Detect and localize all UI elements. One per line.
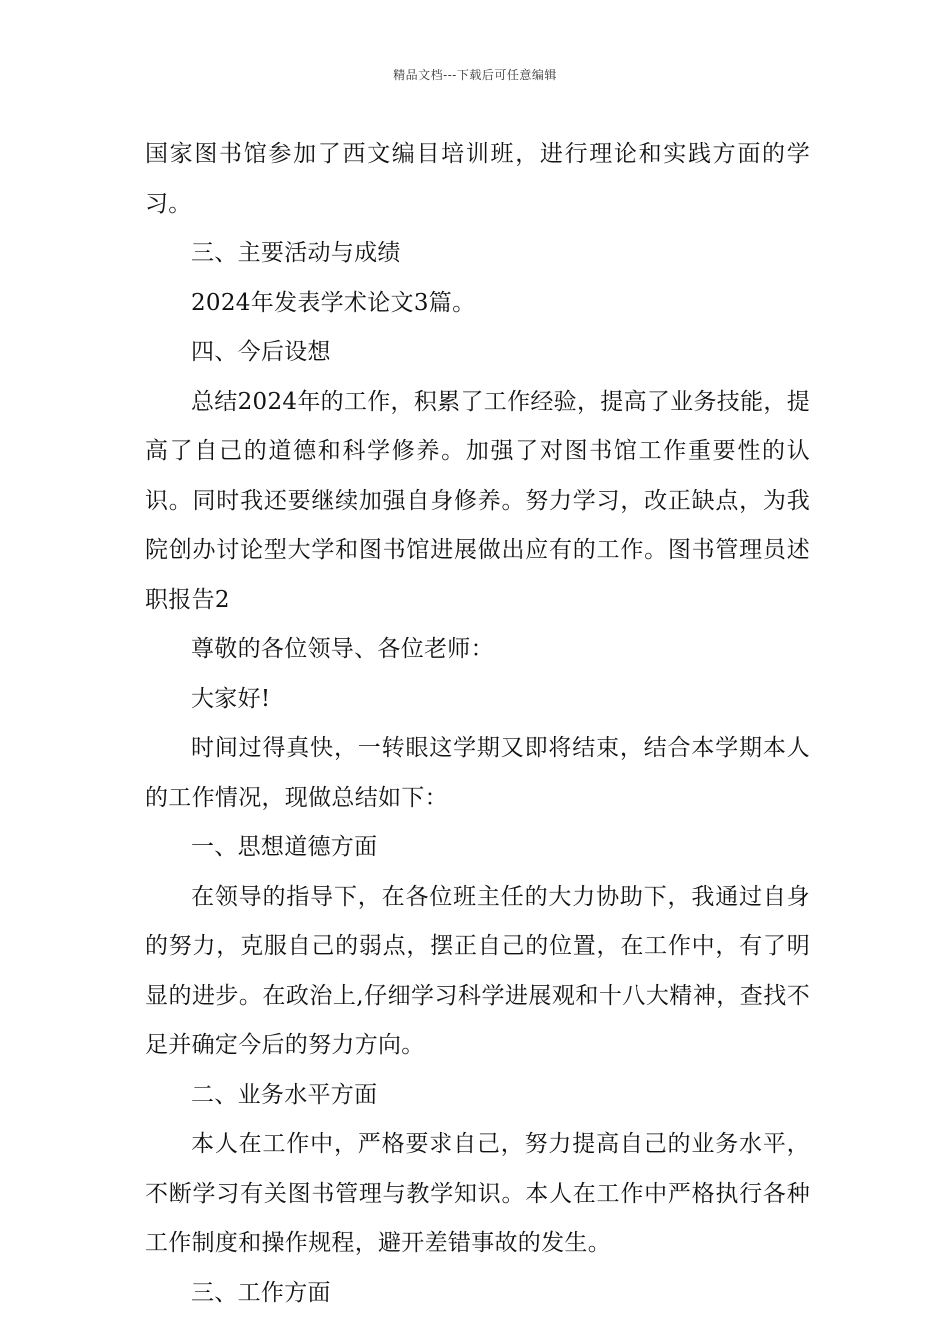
paragraph: 国家图书馆参加了西文编目培训班，进行理论和实践方面的学习。 (145, 141, 810, 217)
section-heading: 二、业务水平方面 (191, 1081, 378, 1108)
salutation: 尊敬的各位领导、各位老师： (191, 636, 494, 662)
section-heading: 一、思想道德方面 (191, 834, 378, 860)
paragraph: 本人在工作中，严格要求自己，努力提高自己的业务水平，不断学习有关图书管理与教学知识。本人在工作中严格执行各种工作制度和操作规程，避开差错事故的发生。 (145, 1131, 810, 1256)
paragraph: 总结2024年的工作，积累了工作经验，提高了业务技能，提高了自己的道德和科学修养。加强了对图书馆工作重要性的认识。同时我还要继续加强自身修养。努力学习，改正缺点，为我院创办讨论型大学和图书馆进展做出应有的工作。图书管理员述职报告2 (145, 388, 810, 613)
section-heading: 四、今后设想 (191, 339, 331, 365)
greeting: 大家好! (191, 685, 271, 712)
paragraph: 时间过得真快，一转眼这学期又即将结束，结合本学期本人的工作情况，现做总结如下： (145, 735, 810, 811)
paragraph: 在领导的指导下，在各位班主任的大力协助下，我通过自身的努力，克服自己的弱点，摆正自己的位置，在工作中，有了明显的进步。在政治上,仔细学习科学进展观和十八大精神，查找不足并确定今后的努力方向。 (145, 883, 810, 1058)
section-heading: 三、工作方面 (191, 1279, 331, 1306)
document-body (145, 130, 810, 1318)
page-header: 精品文档---下载后可任意编辑 (393, 68, 557, 82)
paragraph: 2024年发表学术论文3篇。 (191, 289, 476, 316)
section-heading: 三、主要活动与成绩 (191, 240, 401, 266)
